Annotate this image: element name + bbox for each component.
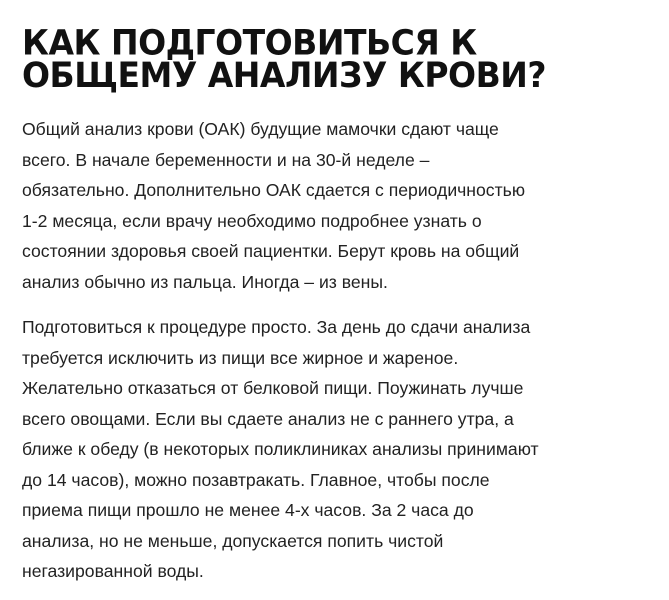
article-title-line: ОБЩЕМУ АНАЛИЗУ КРОВИ? <box>22 54 546 96</box>
paragraph-preparation <box>22 312 652 587</box>
paragraph-line: требуется исключить из пищи все жирное и жареное. <box>22 347 459 368</box>
paragraph-blood-test-intro <box>22 114 652 297</box>
paragraph-line: Общий анализ крови (ОАК) будущие мамочки сдают чаще <box>22 119 499 139</box>
paragraph-line: ближе к обеду (в некоторых поликлиниках анализы принимают <box>22 439 539 459</box>
paragraph-line: обязательно. Дополнительно ОАК сдается с периодичностью <box>22 180 526 200</box>
paragraph-line: анализа, но не меньше, допускается попить чистой <box>22 530 444 551</box>
paragraph-line: 1-2 месяца, если врачу необходимо подробнее узнать о <box>22 210 482 231</box>
paragraph-line: негазированной воды. <box>22 561 204 581</box>
paragraph-line: состоянии здоровья своей пациентки. Берут кровь на общий <box>22 241 520 261</box>
paragraph-line: всего. В начале беременности и на 30-й неделе – <box>22 149 430 170</box>
paragraph-line: анализ обычно из пальца. Иногда – из вены. <box>22 271 388 292</box>
paragraph-line: Желательно отказаться от белковой пищи. Поужинать лучше <box>22 378 524 398</box>
article <box>22 21 652 587</box>
article-title <box>22 21 652 96</box>
paragraph-line: Подготовиться к процедуре просто. За день до сдачи анализа <box>22 317 531 337</box>
article-title-line: КАК ПОДГОТОВИТЬСЯ К <box>22 21 477 63</box>
paragraph-line: всего овощами. Если вы сдаете анализ не с раннего утра, а <box>22 408 514 429</box>
paragraph-line: приема пищи прошло не менее 4-х часов. За 2 часа до <box>22 500 474 520</box>
paragraph-line: до 14 часов), можно позавтракать. Главное, чтобы после <box>22 469 490 490</box>
